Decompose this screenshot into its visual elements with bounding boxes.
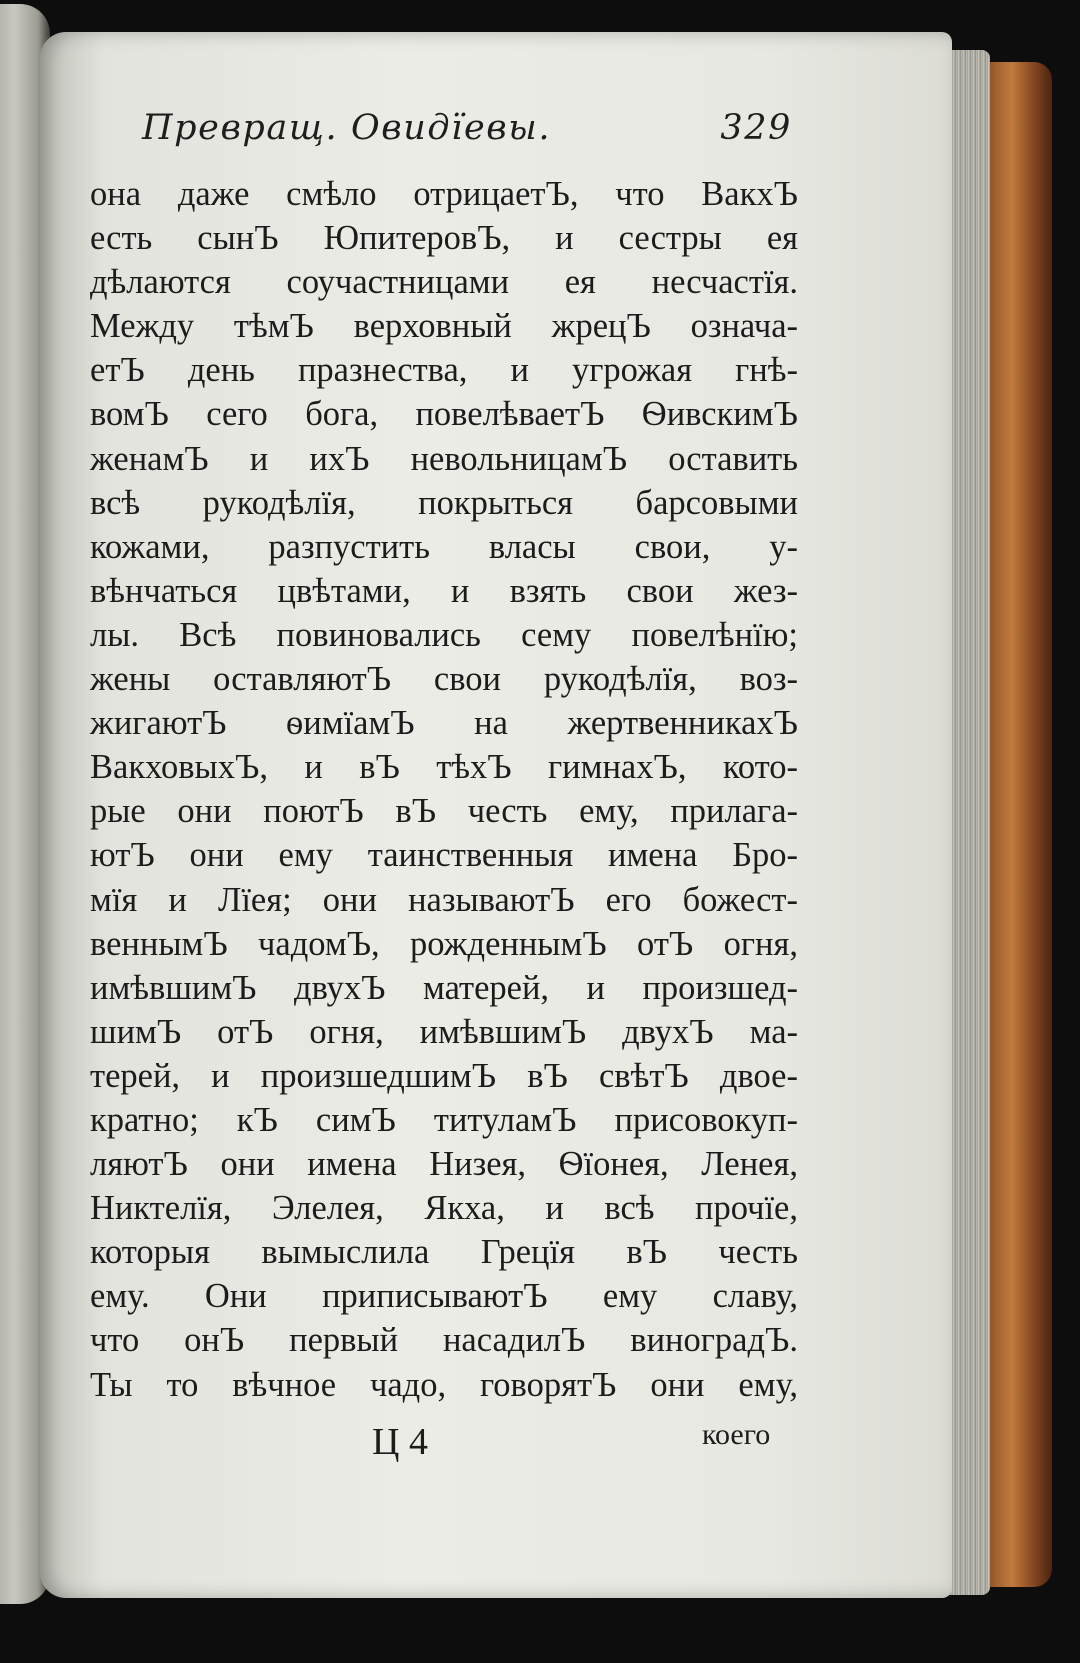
text-line: кожами, разпустить власы свои, у- <box>90 527 798 566</box>
text-line: шимЪ отЪ огня, имѣвшимЪ двухЪ ма- <box>90 1012 798 1051</box>
text-line: которыя вымыслила Грецїя вЪ честь <box>90 1233 798 1272</box>
text-line: веннымЪ чадомЪ, рожденнымЪ отЪ огня, <box>90 924 798 963</box>
text-line: жигаютЪ ѳимїамЪ на жертвенникахЪ <box>90 704 798 743</box>
running-head <box>142 108 792 156</box>
text-line: Между тѣмЪ верховный жрецЪ означа- <box>90 307 798 346</box>
text-line: Никтелїя, Элелея, Якха, и всѣ прочїе, <box>90 1189 798 1228</box>
running-head-title: Превращ. Овидїевы. <box>142 108 552 148</box>
text-line: Ты то вѣчное чадо, говорятЪ они ему, <box>90 1365 798 1404</box>
text-line: женамЪ и ихЪ невольницамЪ оставить <box>90 439 798 478</box>
text-line: терей, и произшедшимЪ вЪ свѣтЪ двое- <box>90 1056 798 1095</box>
catchword: коего <box>702 1418 771 1451</box>
text-line: жены оставляютЪ свои рукодѣлїя, воз- <box>90 660 798 699</box>
text-line: кратно; кЪ симЪ титуламЪ присовокуп- <box>90 1100 798 1139</box>
body-text <box>90 172 798 1407</box>
text-line: дѣлаются соучастницами ея несчастїя. <box>90 263 798 302</box>
text-line: что онЪ первый насадилЪ виноградЪ. <box>90 1321 798 1360</box>
text-line: ВакховыхЪ, и вЪ тѣхЪ гимнахЪ, кото- <box>90 748 798 787</box>
text-line: она даже смѣло отрицаетЪ, что ВакхЪ <box>90 175 798 213</box>
text-line: мїя и Лїея; они называютЪ его божест- <box>90 880 798 919</box>
text-line: етЪ день празнества, и угрожая гнѣ- <box>90 351 798 390</box>
text-line: есть сынЪ ЮпитеровЪ, и сестры ея <box>90 219 798 258</box>
text-line: лы. Всѣ повиновались сему повелѣнїю; <box>90 615 798 654</box>
text-line: ютЪ они ему таинственныя имена Бро- <box>90 836 798 875</box>
text-line: вомЪ сего бога, повелѣваетЪ ѲивскимЪ <box>90 395 798 434</box>
text-line: вѣнчаться цвѣтами, и взять свои жез- <box>90 571 798 610</box>
page-number: 329 <box>720 108 792 148</box>
text-line: всѣ рукодѣлїя, покрыться барсовыми <box>90 483 798 522</box>
signature-mark: Ц 4 <box>372 1421 428 1463</box>
text-line: ему. Они приписываютЪ ему славу, <box>90 1277 798 1316</box>
text-line: рые они поютЪ вЪ честь ему, прилага- <box>90 792 798 831</box>
text-line: ляютЪ они имена Низея, Ѳїонея, Ленея, <box>90 1145 798 1184</box>
text-line: имѣвшимЪ двухЪ матерей, и произшед- <box>90 968 798 1007</box>
